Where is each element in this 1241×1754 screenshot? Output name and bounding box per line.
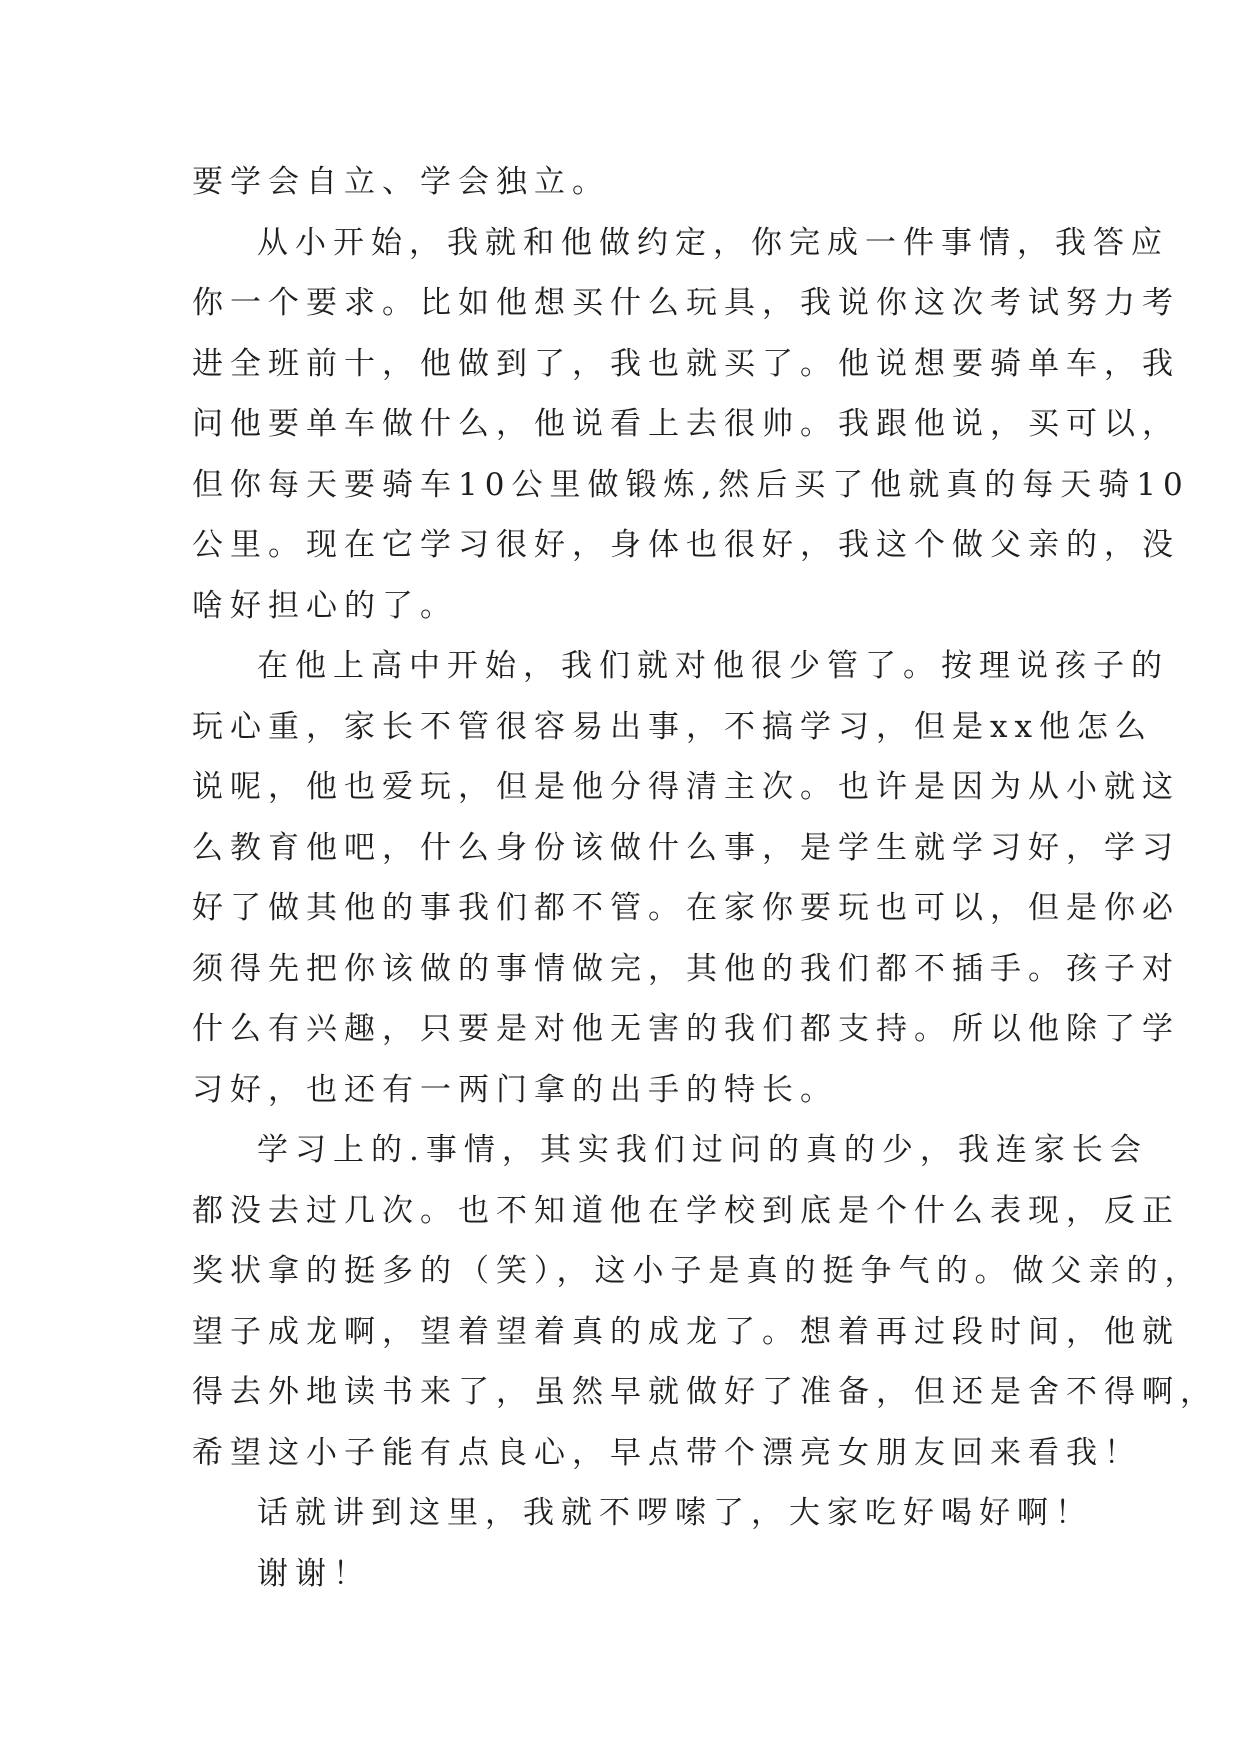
text-line: 说呢，他也爱玩，但是他分得清主次。也许是因为从小就这 [192,769,1180,805]
text-line: 问他要单车做什么，他说看上去很帅。我跟他说，买可以， [192,406,1180,442]
text-line: 奖状拿的挺多的（笑），这小子是真的挺争气的。做父亲的， [192,1253,1203,1289]
text-line: 都没去过几次。也不知道他在学校到底是个什么表现，反正 [192,1192,1180,1229]
text-line: 望子成龙啊，望着望着真的成龙了。想着再过段时间，他就 [192,1313,1180,1350]
text-line: 学习上的.事情，其实我们过问的真的少，我连家长会 [257,1132,1148,1168]
text-line: 么教育他吧，什么身份该做什么事，是学生就学习好，学习 [192,829,1180,866]
text-line: 希望这小子能有点良心，早点带个漂亮女朋友回来看我！ [192,1434,1142,1471]
text-line: 在他上高中开始，我们就对他很少管了。按理说孩子的 [257,648,1169,684]
text-line: 要学会自立、学会独立。 [192,164,610,200]
text-line: 须得先把你该做的事情做完，其他的我们都不插手。孩子对 [192,950,1180,987]
text-line: 公里。现在它学习很好，身体也很好，我这个做父亲的，没 [192,527,1180,563]
text-line: 话就讲到这里，我就不啰嗦了，大家吃好喝好啊！ [257,1495,1093,1531]
document-body [192,152,1218,1604]
text-line: 得去外地读书来了，虽然早就做好了准备，但还是舍不得啊， [192,1374,1218,1410]
text-line: 啥好担心的了。 [192,587,458,624]
text-line: 从小开始，我就和他做约定，你完成一件事情，我答应 [257,224,1169,261]
text-line: 但你每天要骑车10公里做锻炼,然后买了他就真的每天骑10 [192,466,1190,503]
text-line: 习好，也还有一两门拿的出手的特长。 [192,1071,838,1108]
text-line: 好了做其他的事我们都不管。在家你要玩也可以，但是你必 [192,890,1180,926]
text-line: 你一个要求。比如他想买什么玩具，我说你这次考试努力考 [192,285,1180,321]
text-line: 谢谢！ [257,1555,371,1592]
text-line: 进全班前十，他做到了，我也就买了。他说想要骑单车，我 [192,345,1180,382]
text-line: 玩心重，家长不管很容易出事，不搞学习，但是xx他怎么 [192,708,1153,745]
text-line: 什么有兴趣，只要是对他无害的我们都支持。所以他除了学 [192,1011,1180,1047]
